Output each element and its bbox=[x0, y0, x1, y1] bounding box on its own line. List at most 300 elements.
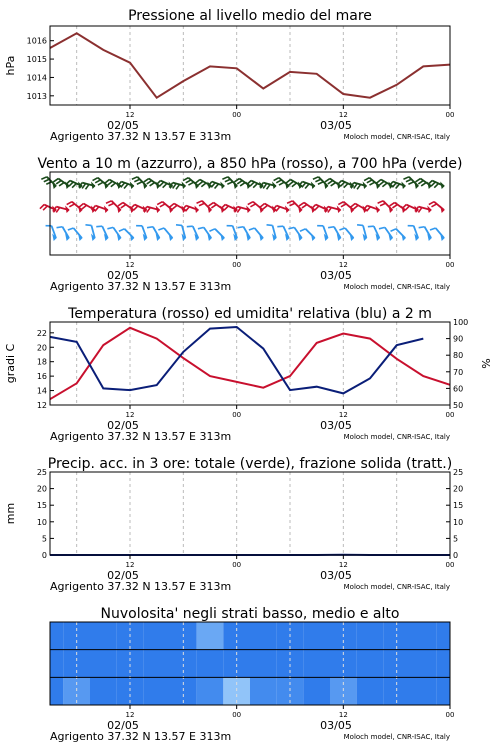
barb-feather bbox=[79, 204, 84, 208]
chart-title: Vento a 10 m (azzurro), a 850 hPa (rosso), a 700 hPa (verde) bbox=[37, 156, 463, 172]
barb-feather bbox=[429, 202, 434, 205]
barb-head bbox=[338, 207, 341, 212]
barb-feather bbox=[402, 205, 406, 209]
cloud-cell-basso bbox=[90, 677, 117, 705]
y2-tick-label: 80 bbox=[453, 351, 464, 361]
barb-feather bbox=[95, 207, 99, 212]
wind-barb-850 bbox=[324, 207, 340, 213]
barb-feather bbox=[344, 183, 348, 187]
barb-feather bbox=[56, 208, 60, 213]
cloud-cell-alto bbox=[250, 622, 277, 650]
credit-label: Moloch model, CNR-ISAC, Italy bbox=[343, 283, 450, 291]
x-tick-label: 00 bbox=[445, 261, 455, 269]
barb-feather bbox=[69, 204, 74, 207]
date-label: 02/05 bbox=[107, 419, 139, 432]
cloud-cell-medio bbox=[410, 650, 437, 678]
barb-head bbox=[247, 207, 250, 212]
y-tick-label: 5 bbox=[41, 534, 47, 544]
barb-feather bbox=[69, 182, 73, 186]
barb-feather bbox=[379, 181, 384, 185]
barb-feather bbox=[380, 203, 385, 205]
barb-feather bbox=[121, 205, 126, 208]
barb-feather bbox=[221, 205, 225, 209]
cloud-cell-alto bbox=[357, 622, 384, 650]
date-label: 03/05 bbox=[320, 719, 352, 732]
barb-head bbox=[441, 183, 444, 188]
barb-feather bbox=[137, 182, 142, 184]
y-axis-label: hPa bbox=[4, 55, 17, 76]
cloud-cell-medio bbox=[197, 650, 224, 678]
y-tick-label: 14 bbox=[36, 386, 47, 396]
wind-barb-10m bbox=[209, 229, 224, 240]
barb-feather bbox=[354, 184, 358, 189]
barb-feather bbox=[119, 229, 124, 231]
chart-title: Nuvolosita' negli strati basso, medio e alto bbox=[100, 606, 400, 622]
barb-feather bbox=[240, 183, 245, 186]
barb-feather bbox=[328, 181, 333, 184]
wind-barb-10m bbox=[328, 227, 340, 240]
x-tick-label: 00 bbox=[232, 261, 242, 269]
barb-feather bbox=[382, 183, 387, 187]
pressure-line bbox=[50, 33, 450, 97]
barb-feather bbox=[339, 228, 345, 230]
y-axis-label: gradi C bbox=[4, 343, 17, 384]
barb-feather bbox=[66, 181, 70, 185]
barb-feather bbox=[249, 228, 255, 230]
cloud-cell-medio bbox=[90, 650, 117, 678]
cloud-cell-medio bbox=[143, 650, 170, 678]
barb-feather bbox=[185, 207, 189, 212]
barb-feather bbox=[403, 177, 408, 179]
x-tick-label: 12 bbox=[338, 411, 348, 419]
barb-head bbox=[221, 183, 224, 188]
barb-feather bbox=[157, 202, 162, 205]
barb-feather bbox=[338, 202, 343, 205]
location-label: Agrigento 37.32 N 13.57 E 313m bbox=[50, 130, 232, 143]
barb-feather bbox=[163, 183, 167, 187]
barb-feather bbox=[250, 204, 255, 207]
barb-feather bbox=[199, 203, 204, 205]
barb-feather bbox=[367, 180, 372, 183]
barb-head bbox=[273, 183, 276, 188]
barb-feather bbox=[430, 228, 436, 230]
barb-feather bbox=[289, 181, 294, 185]
barb-feather bbox=[134, 179, 139, 181]
wind-barb-850 bbox=[234, 207, 250, 213]
y2-tick-label: 100 bbox=[453, 318, 469, 327]
barb-feather bbox=[370, 182, 375, 185]
barb-head bbox=[312, 183, 315, 188]
barb-feather bbox=[328, 208, 332, 213]
barb-feather bbox=[176, 225, 182, 226]
wind-barb-10m bbox=[158, 228, 172, 240]
barb-feather bbox=[124, 184, 128, 189]
wind-barb-10m bbox=[147, 227, 159, 240]
barb-feather bbox=[98, 182, 103, 185]
wind-barb-10m bbox=[408, 226, 418, 240]
y2-tick-label: 5 bbox=[453, 534, 459, 544]
chart-title: Precip. acc. in 3 ore: totale (verde), frazione solida (tratt.) bbox=[47, 456, 453, 472]
barb-feather bbox=[292, 183, 297, 187]
y2-tick-label: 20 bbox=[453, 484, 464, 494]
barb-head bbox=[363, 183, 366, 188]
x-tick-label: 00 bbox=[445, 561, 455, 569]
wind-barb-10m bbox=[379, 227, 392, 240]
barb-feather bbox=[312, 205, 316, 209]
barb-shaft bbox=[244, 227, 251, 238]
credit-label: Moloch model, CNR-ISAC, Italy bbox=[343, 733, 450, 741]
barb-feather bbox=[299, 203, 304, 206]
cloud-cell-medio bbox=[250, 650, 277, 678]
barb-feather bbox=[41, 177, 46, 179]
wind-barb-10m bbox=[238, 227, 250, 240]
y-tick-label: 1013 bbox=[26, 91, 47, 101]
wind-barb-10m bbox=[357, 225, 366, 240]
wind-barb-10m bbox=[57, 227, 69, 240]
y-axis-label: mm bbox=[4, 502, 17, 525]
wind-barb-10m bbox=[46, 226, 56, 240]
barb-head bbox=[131, 183, 134, 188]
barb-feather bbox=[392, 183, 396, 188]
barb-head bbox=[156, 207, 159, 212]
y-tick-label: 20 bbox=[36, 484, 47, 494]
barb-head bbox=[376, 207, 379, 212]
barb-feather bbox=[40, 205, 44, 209]
barb-feather bbox=[378, 201, 383, 203]
barb-feather bbox=[263, 184, 267, 189]
barb-feather bbox=[169, 204, 174, 208]
x-tick-label: 00 bbox=[232, 111, 242, 119]
wind-barb-10m bbox=[187, 226, 198, 240]
barb-feather bbox=[67, 202, 72, 205]
barb-feather bbox=[267, 225, 273, 226]
barb-feather bbox=[53, 179, 58, 182]
cloud-cell-alto bbox=[437, 622, 450, 650]
date-label: 03/05 bbox=[320, 569, 352, 582]
cloud-cell-medio bbox=[357, 650, 384, 678]
y-tick-label: 0 bbox=[41, 551, 47, 560]
barb-feather bbox=[222, 177, 227, 179]
barb-feather bbox=[183, 178, 188, 181]
barb-feather bbox=[57, 227, 63, 228]
barb-feather bbox=[405, 206, 409, 210]
barb-feather bbox=[106, 201, 111, 203]
barb-feather bbox=[302, 205, 307, 208]
barb-shaft bbox=[153, 227, 160, 238]
y2-tick-label: 50 bbox=[453, 401, 464, 410]
barb-feather bbox=[186, 180, 191, 183]
barb-feather bbox=[108, 203, 113, 205]
y-tick-label: 18 bbox=[36, 357, 47, 367]
barb-feather bbox=[118, 203, 123, 206]
barb-feather bbox=[390, 203, 395, 206]
barb-feather bbox=[130, 205, 134, 209]
barb-feather bbox=[195, 180, 200, 184]
y-tick-label: 1016 bbox=[26, 36, 47, 46]
barb-feather bbox=[315, 179, 320, 181]
barb-head bbox=[92, 183, 95, 188]
y-tick-label: 20 bbox=[36, 343, 47, 353]
y-tick-label: 1015 bbox=[26, 55, 47, 65]
barb-feather bbox=[418, 208, 422, 213]
barb-feather bbox=[82, 184, 86, 189]
barb-feather bbox=[150, 183, 155, 186]
barb-feather bbox=[227, 182, 232, 184]
wind-barb-850 bbox=[53, 207, 69, 213]
barb-feather bbox=[431, 204, 436, 207]
x-tick-label: 12 bbox=[125, 111, 135, 119]
barb-feather bbox=[56, 181, 61, 184]
barb-feather bbox=[357, 184, 361, 189]
barb-feather bbox=[158, 228, 164, 230]
barb-feather bbox=[147, 227, 153, 228]
y2-tick-label: 15 bbox=[453, 501, 464, 511]
barb-feather bbox=[198, 227, 204, 228]
location-label: Agrigento 37.32 N 13.57 E 313m bbox=[50, 280, 232, 293]
credit-label: Moloch model, CNR-ISAC, Italy bbox=[343, 433, 450, 441]
x-tick-label: 12 bbox=[338, 111, 348, 119]
barb-feather bbox=[211, 205, 216, 208]
y2-tick-label: 25 bbox=[453, 468, 464, 477]
barb-feather bbox=[160, 204, 165, 207]
barb-feather bbox=[59, 183, 64, 186]
barb-feather bbox=[198, 181, 203, 185]
barb-feather bbox=[431, 182, 435, 186]
y-tick-label: 12 bbox=[36, 401, 47, 410]
barb-feather bbox=[260, 204, 265, 208]
barb-feather bbox=[276, 180, 281, 183]
barb-head bbox=[66, 207, 69, 212]
barb-feather bbox=[72, 183, 76, 187]
barb-feather bbox=[121, 183, 125, 188]
cloud-cell-basso bbox=[410, 677, 437, 705]
y-tick-label: 10 bbox=[36, 517, 47, 527]
wind-barb-10m bbox=[317, 226, 327, 240]
barb-feather bbox=[201, 183, 206, 187]
barb-feather bbox=[274, 178, 279, 181]
barb-feather bbox=[68, 228, 74, 230]
barb-feather bbox=[105, 180, 110, 184]
wind-barb-10m bbox=[119, 229, 134, 240]
x-tick-label: 00 bbox=[232, 411, 242, 419]
barb-head bbox=[402, 183, 405, 188]
barb-feather bbox=[44, 179, 49, 181]
cloud-cell-medio bbox=[50, 650, 63, 678]
barb-feather bbox=[132, 177, 137, 179]
barb-feather bbox=[376, 180, 381, 184]
barb-feather bbox=[248, 202, 253, 205]
barb-feather bbox=[172, 205, 177, 209]
plot-frame-pressure bbox=[50, 26, 450, 105]
date-label: 02/05 bbox=[107, 719, 139, 732]
barb-feather bbox=[176, 184, 180, 189]
barb-feather bbox=[46, 182, 51, 184]
barb-feather bbox=[209, 203, 214, 206]
barb-feather bbox=[134, 206, 138, 210]
x-tick-label: 00 bbox=[232, 711, 242, 719]
cloud-cell-alto bbox=[303, 622, 330, 650]
barb-feather bbox=[337, 181, 341, 185]
wind-barb-10m bbox=[198, 227, 211, 240]
cloud-cell-basso bbox=[143, 677, 170, 705]
barb-shaft bbox=[62, 227, 69, 238]
barb-feather bbox=[111, 183, 116, 187]
barb-feather bbox=[224, 206, 228, 210]
barb-feather bbox=[82, 205, 87, 209]
wind-barb-10m bbox=[300, 229, 315, 240]
x-tick-label: 12 bbox=[338, 261, 348, 269]
credit-label: Moloch model, CNR-ISAC, Italy bbox=[343, 133, 450, 141]
barb-feather bbox=[288, 227, 294, 228]
barb-feather bbox=[434, 183, 438, 187]
barb-feather bbox=[302, 183, 306, 188]
date-label: 03/05 bbox=[320, 419, 352, 432]
barb-feather bbox=[379, 227, 385, 228]
barb-feather bbox=[93, 178, 98, 181]
barb-feather bbox=[279, 182, 284, 185]
barb-feather bbox=[354, 205, 359, 209]
barb-feather bbox=[225, 179, 230, 181]
barb-feather bbox=[415, 179, 420, 182]
barb-feather bbox=[331, 183, 336, 186]
chart-title: Pressione al livello medio del mare bbox=[128, 8, 372, 24]
barb-feather bbox=[328, 227, 334, 228]
barb-feather bbox=[209, 229, 214, 231]
barb-feather bbox=[147, 208, 151, 213]
barb-feather bbox=[215, 184, 219, 189]
wind-barb-850 bbox=[143, 207, 159, 213]
barb-feather bbox=[357, 225, 363, 226]
barb-feather bbox=[238, 227, 244, 228]
barb-feather bbox=[421, 183, 426, 186]
x-tick-label: 12 bbox=[125, 711, 135, 719]
barb-feather bbox=[364, 178, 369, 181]
barb-feather bbox=[313, 177, 318, 179]
cloud-cell-basso bbox=[303, 677, 330, 705]
barb-feather bbox=[147, 181, 152, 184]
barb-feather bbox=[300, 229, 305, 231]
y-tick-label: 25 bbox=[36, 468, 47, 477]
barb-feather bbox=[43, 206, 47, 210]
barb-head bbox=[428, 207, 431, 212]
cloud-cell-basso bbox=[437, 677, 450, 705]
barb-feather bbox=[392, 205, 397, 208]
cloud-cell-basso bbox=[197, 677, 224, 705]
barb-feather bbox=[250, 182, 254, 186]
date-label: 02/05 bbox=[107, 569, 139, 582]
cloud-cell-alto bbox=[143, 622, 170, 650]
y-axis-label: % bbox=[480, 358, 493, 369]
y-tick-label: 16 bbox=[36, 372, 47, 382]
wind-barb-10m bbox=[176, 225, 185, 240]
barb-feather bbox=[287, 201, 292, 203]
barb-feather bbox=[428, 181, 432, 185]
date-label: 02/05 bbox=[107, 119, 139, 132]
barb-feather bbox=[159, 182, 163, 186]
wind-barb-10m bbox=[368, 226, 379, 240]
cloud-cell-basso bbox=[50, 677, 63, 705]
cloud-cell-alto bbox=[197, 622, 224, 650]
cloud-cell-alto bbox=[50, 622, 63, 650]
barb-feather bbox=[144, 179, 149, 182]
wind-barb-10m bbox=[107, 227, 120, 240]
wind-barb-10m bbox=[68, 228, 82, 240]
barb-head bbox=[286, 207, 289, 212]
y-tick-label: 1014 bbox=[26, 73, 47, 83]
barb-feather bbox=[350, 204, 355, 208]
y2-tick-label: 70 bbox=[453, 367, 464, 377]
cloud-cell-medio bbox=[437, 650, 450, 678]
wind-barb-850 bbox=[415, 207, 431, 213]
barb-feather bbox=[188, 182, 193, 185]
wind-barb-10m bbox=[249, 228, 263, 240]
barb-feather bbox=[315, 206, 319, 210]
barb-feather bbox=[156, 181, 160, 185]
barb-feather bbox=[318, 182, 323, 184]
barb-head bbox=[195, 207, 198, 212]
barb-head bbox=[182, 183, 185, 188]
barb-feather bbox=[95, 180, 100, 183]
barb-feather bbox=[263, 205, 268, 209]
wind-barb-10m bbox=[391, 229, 406, 240]
y2-tick-label: 90 bbox=[453, 334, 464, 344]
barb-feather bbox=[107, 227, 113, 228]
x-tick-label: 00 bbox=[445, 711, 455, 719]
wind-barb-10m bbox=[419, 227, 431, 240]
x-tick-label: 00 bbox=[445, 411, 455, 419]
x-tick-label: 00 bbox=[232, 561, 242, 569]
x-tick-label: 12 bbox=[338, 561, 348, 569]
x-tick-label: 12 bbox=[125, 561, 135, 569]
barb-feather bbox=[253, 183, 257, 187]
barb-feather bbox=[391, 229, 396, 231]
credit-label: Moloch model, CNR-ISAC, Italy bbox=[343, 583, 450, 591]
wind-barb-10m bbox=[96, 226, 107, 240]
cloud-cell-medio bbox=[303, 650, 330, 678]
x-tick-label: 12 bbox=[338, 711, 348, 719]
cloud-cell-alto bbox=[410, 622, 437, 650]
cloud-cell-basso bbox=[250, 677, 277, 705]
barb-feather bbox=[237, 181, 242, 184]
barb-feather bbox=[173, 184, 177, 189]
wind-barb-10m bbox=[339, 228, 353, 240]
barb-shaft bbox=[425, 227, 432, 238]
barb-feather bbox=[286, 180, 291, 184]
date-label: 02/05 bbox=[107, 269, 139, 282]
plot-frame-temp bbox=[50, 322, 450, 405]
location-label: Agrigento 37.32 N 13.57 E 313m bbox=[50, 730, 232, 743]
barb-feather bbox=[406, 179, 411, 181]
barb-feather bbox=[267, 184, 271, 189]
wind-barb-10m bbox=[227, 226, 237, 240]
barb-head bbox=[105, 207, 108, 212]
wind-barb-10m bbox=[430, 228, 444, 240]
barb-feather bbox=[85, 225, 91, 226]
barb-feather bbox=[325, 179, 330, 182]
location-label: Agrigento 37.32 N 13.57 E 313m bbox=[50, 430, 232, 443]
chart-title: Temperatura (rosso) ed umidita' relativa (blu) a 2 m bbox=[68, 306, 432, 322]
y2-tick-label: 0 bbox=[453, 551, 459, 560]
y-tick-label: 15 bbox=[36, 501, 47, 511]
barb-feather bbox=[237, 208, 241, 213]
wind-barb-10m bbox=[277, 226, 288, 240]
x-tick-label: 12 bbox=[125, 411, 135, 419]
cloud-cell-basso bbox=[357, 677, 384, 705]
y-tick-label: 22 bbox=[36, 328, 47, 338]
date-label: 03/05 bbox=[320, 269, 352, 282]
x-tick-label: 12 bbox=[125, 261, 135, 269]
barb-feather bbox=[366, 207, 370, 212]
